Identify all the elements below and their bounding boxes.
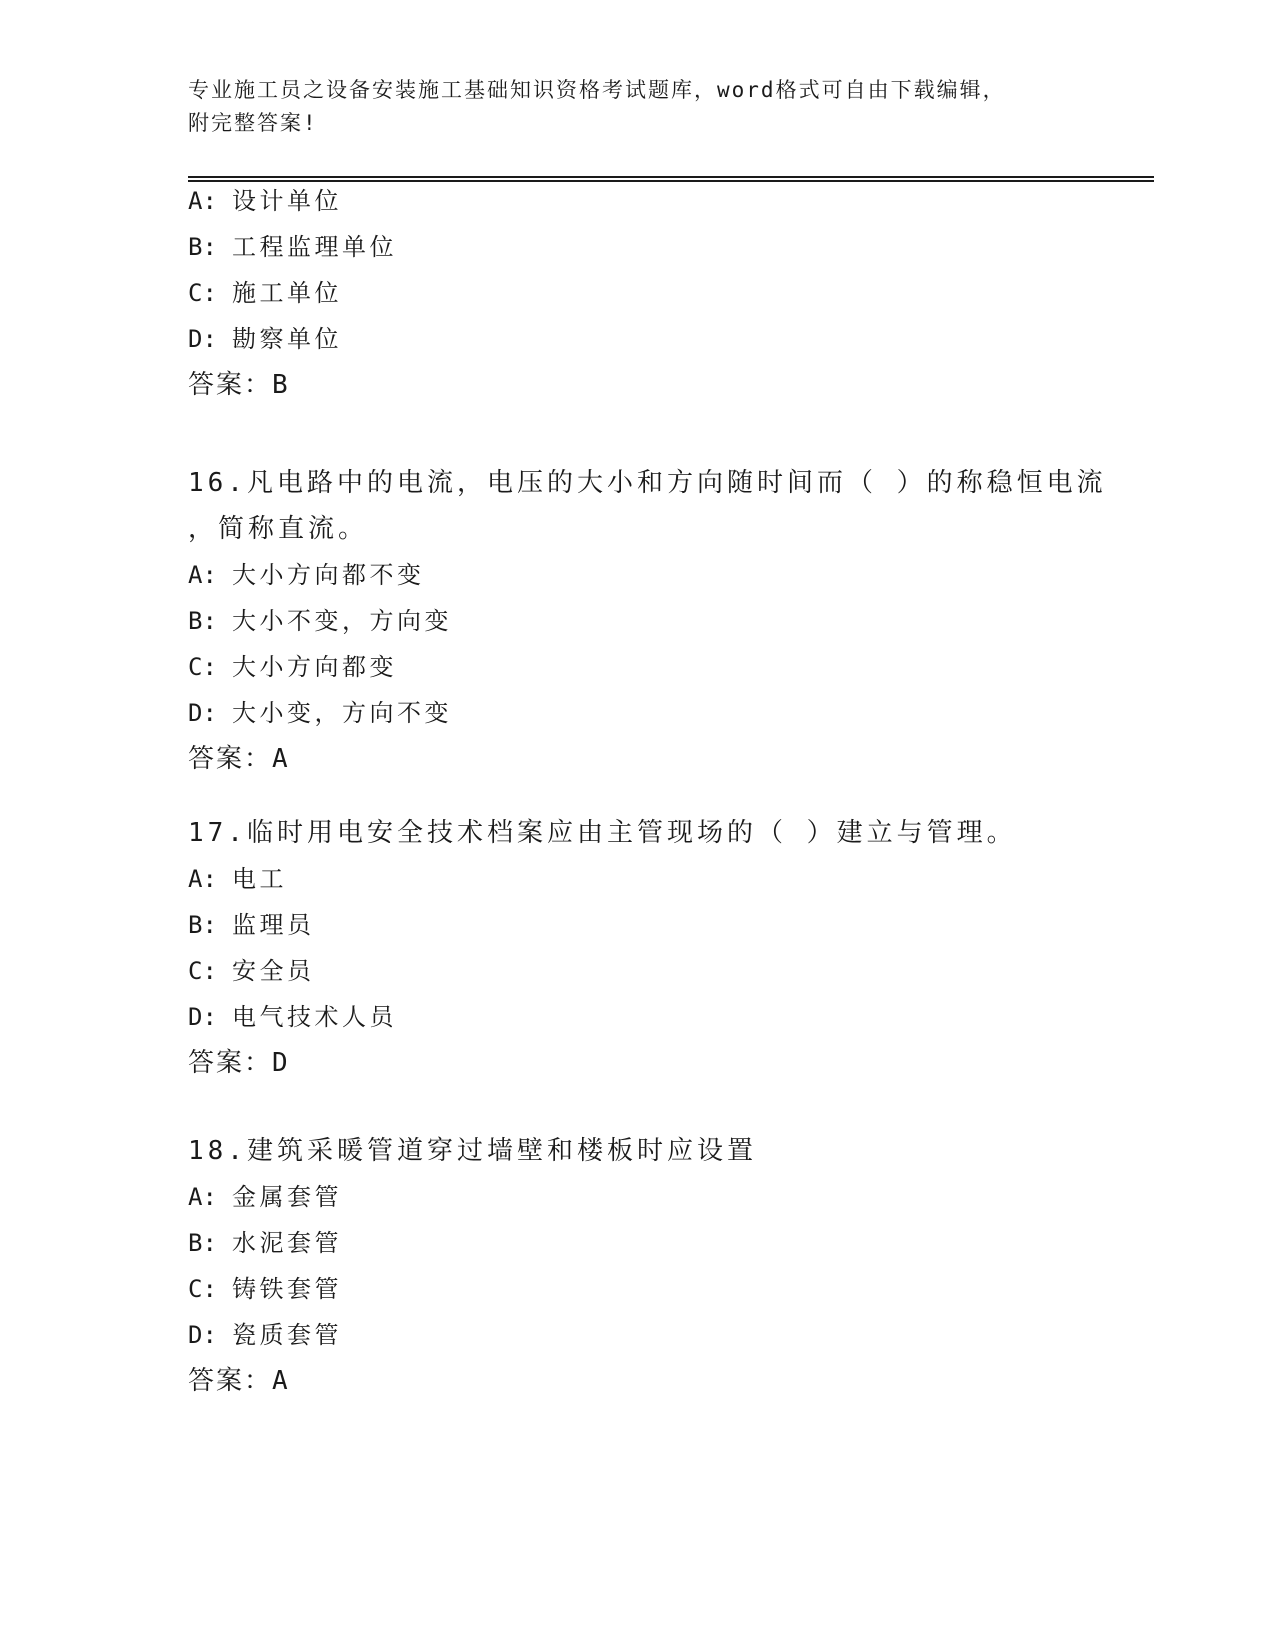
header-line-2: 附完整答案! <box>188 111 318 135</box>
option-text: 铸铁套管 <box>232 1275 342 1303</box>
option-text: 电气技术人员 <box>232 1003 397 1031</box>
answer-line: 答案：B <box>188 370 290 400</box>
option-text: 水泥套管 <box>232 1229 342 1257</box>
option-text: 大小方向都不变 <box>232 561 425 589</box>
option-a <box>188 1174 1108 1220</box>
question-15 <box>188 178 1108 408</box>
option-text: 大小变，方向不变 <box>232 699 452 727</box>
option-b <box>188 1220 1108 1266</box>
question-16 <box>188 460 1108 782</box>
option-key: A: <box>188 187 217 215</box>
header-line-1: 专业施工员之设备安装施工基础知识资格考试题库，word格式可自由下载编辑， <box>188 78 1006 102</box>
option-b <box>188 598 1108 644</box>
option-key: C: <box>188 1275 217 1303</box>
question-17 <box>188 810 1108 1086</box>
option-d <box>188 690 1108 736</box>
option-a <box>188 178 1108 224</box>
option-key: B: <box>188 911 217 939</box>
option-key: C: <box>188 653 217 681</box>
question-stem: 18.建筑采暖管道穿过墙壁和楼板时应设置 <box>188 1136 757 1166</box>
option-key: A: <box>188 561 217 589</box>
option-d <box>188 316 1108 362</box>
option-key: B: <box>188 233 217 261</box>
option-a <box>188 552 1108 598</box>
option-b <box>188 224 1108 270</box>
answer-line: 答案：A <box>188 1366 290 1396</box>
option-text: 大小方向都变 <box>232 653 397 681</box>
option-text: 施工单位 <box>232 279 342 307</box>
option-text: 设计单位 <box>232 187 342 215</box>
question-18 <box>188 1128 1108 1404</box>
option-key: D: <box>188 1003 217 1031</box>
option-text: 金属套管 <box>232 1183 342 1211</box>
option-text: 监理员 <box>232 911 315 939</box>
option-c <box>188 270 1108 316</box>
option-key: C: <box>188 957 217 985</box>
option-key: B: <box>188 607 217 635</box>
option-key: C: <box>188 279 217 307</box>
answer-line: 答案：D <box>188 1048 290 1078</box>
answer-line: 答案：A <box>188 744 290 774</box>
option-key: A: <box>188 1183 217 1211</box>
question-stem: 16.凡电路中的电流，电压的大小和方向随时间而（ ）的称稳恒电流 <box>188 468 1107 498</box>
option-b <box>188 902 1108 948</box>
option-d <box>188 994 1108 1040</box>
option-c <box>188 644 1108 690</box>
option-key: D: <box>188 325 217 353</box>
option-key: D: <box>188 1321 217 1349</box>
question-stem-continued: ，简称直流。 <box>188 514 369 544</box>
option-key: D: <box>188 699 217 727</box>
option-c <box>188 1266 1108 1312</box>
document-header <box>188 74 1088 140</box>
option-text: 安全员 <box>232 957 315 985</box>
option-c <box>188 948 1108 994</box>
option-key: A: <box>188 865 217 893</box>
option-text: 瓷质套管 <box>232 1321 342 1349</box>
question-stem: 17.临时用电安全技术档案应由主管现场的（ ）建立与管理。 <box>188 818 1017 848</box>
option-a <box>188 856 1108 902</box>
option-text: 勘察单位 <box>232 325 342 353</box>
document-page <box>188 0 1148 1650</box>
option-text: 大小不变，方向变 <box>232 607 452 635</box>
option-key: B: <box>188 1229 217 1257</box>
option-d <box>188 1312 1108 1358</box>
option-text: 电工 <box>232 865 287 893</box>
option-text: 工程监理单位 <box>232 233 397 261</box>
